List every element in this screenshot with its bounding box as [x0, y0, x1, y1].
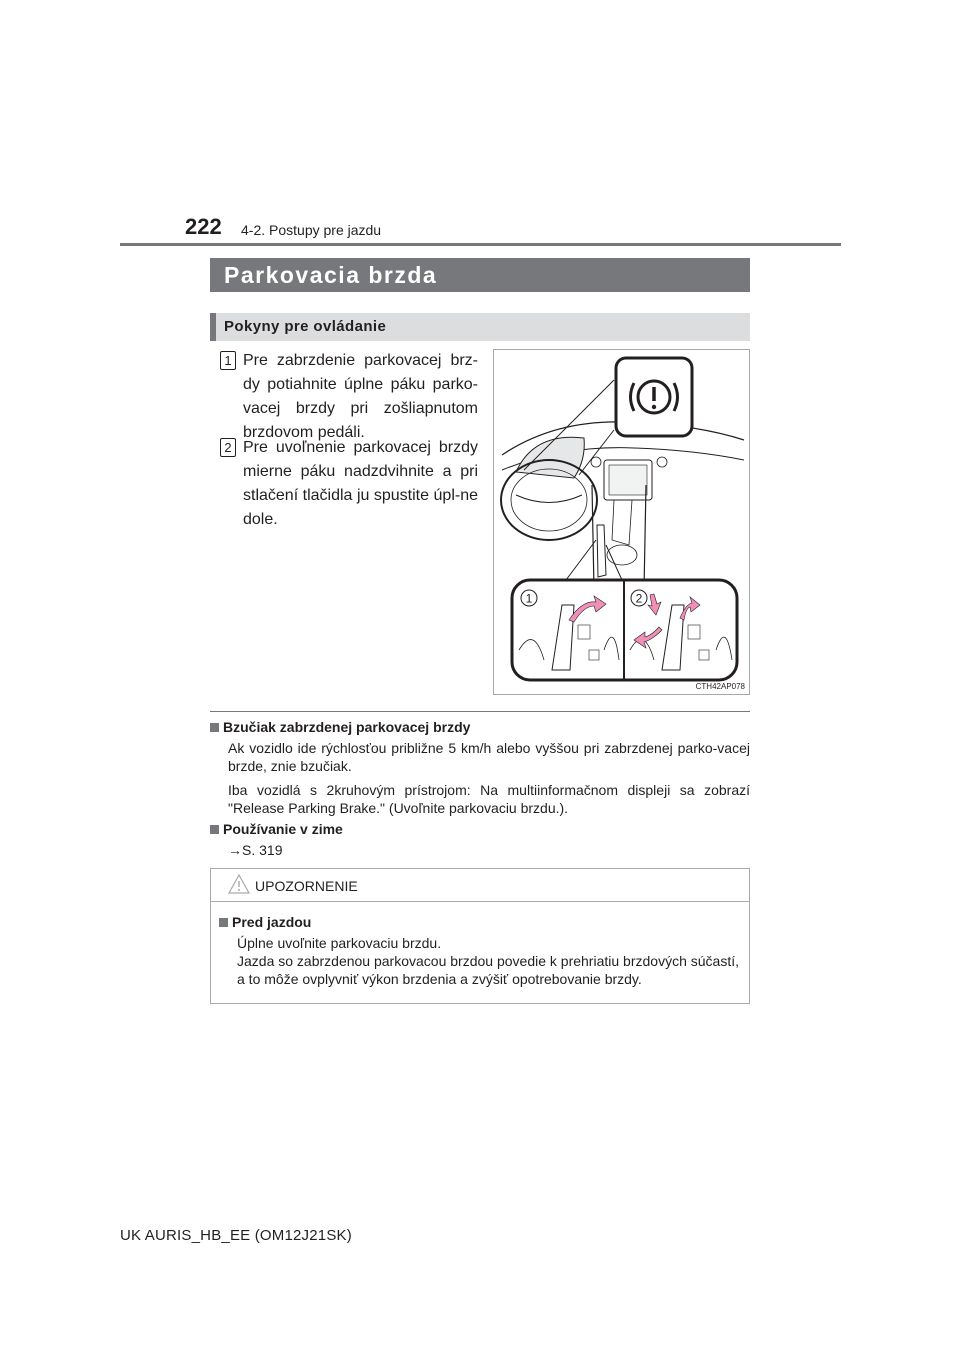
page-number: 222 — [185, 214, 222, 239]
step-1 — [220, 349, 478, 445]
header-rule — [120, 243, 841, 246]
warning-title: UPOZORNENIE — [255, 878, 358, 894]
warning-line: Úplne uvoľnite parkovaciu brzdu. — [237, 935, 442, 951]
step-2 — [220, 436, 478, 532]
note-heading: Používanie v zime — [210, 821, 750, 837]
warning-body — [211, 902, 749, 988]
warning-box — [210, 868, 750, 1004]
callout-1: 1 — [525, 591, 533, 606]
sub-title: Pokyny pre ovládanie — [210, 313, 750, 341]
note-paragraph: Ak vozidlo ide rýchlosťou približne 5 km/h alebo vyššou pri zabrzdenej parko-vacej brzde, znie bzučiak. — [228, 740, 750, 774]
figure-code: CTH42AP078 — [695, 682, 745, 691]
square-bullet-icon — [210, 825, 219, 834]
square-bullet-icon — [210, 723, 219, 732]
divider — [210, 711, 750, 712]
dashboard-drawing — [494, 350, 749, 694]
warning-header — [211, 869, 749, 902]
note-winter — [210, 821, 750, 859]
note-paragraph: Iba vozidlá s 2kruhovým prístrojom: Na multiinformačnom displeji sa zobrazí "Release Parking Brake." (Uvoľnite parkovaciu brzdu.). — [228, 782, 750, 816]
step-number: 2 — [220, 438, 236, 457]
footer-model: UK AURIS_HB_EE (OM12J21SK) — [120, 1227, 352, 1244]
note-heading: Bzučiak zabrzdenej parkovacej brzdy — [210, 719, 750, 735]
warning-line: Jazda so zabrzdenou parkovacou brzdou povedie k prehriatiu brzdových súčastí, a to môže ovplyvniť výkon brzdenia a zvýšiť opotrebovanie brzdy. — [237, 953, 739, 987]
step-text: Pre zabrzdenie parkovacej brz-dy potiahnite úplne páku parko-vacej brzdy pri zošliapnutom brzdovom pedáli. — [243, 352, 478, 441]
parking-brake-illustration — [493, 349, 750, 695]
chapter-title: 4-2. Postupy pre jazdu — [241, 222, 382, 238]
warning-heading: Pred jazdou — [219, 914, 739, 930]
step-number: 1 — [220, 351, 236, 370]
square-bullet-icon — [219, 918, 228, 927]
callout-2: 2 — [635, 591, 643, 606]
page-reference: →S. 319 — [228, 842, 283, 858]
section-title: Parkovacia brzda — [210, 258, 750, 292]
step-text: Pre uvoľnenie parkovacej brzdy mierne páku nadzdvihnite a pri stlačení tlačidla ju spustite úpl-ne dole. — [243, 439, 478, 528]
note-buzzer — [210, 719, 750, 817]
warning-triangle-icon — [228, 874, 250, 894]
